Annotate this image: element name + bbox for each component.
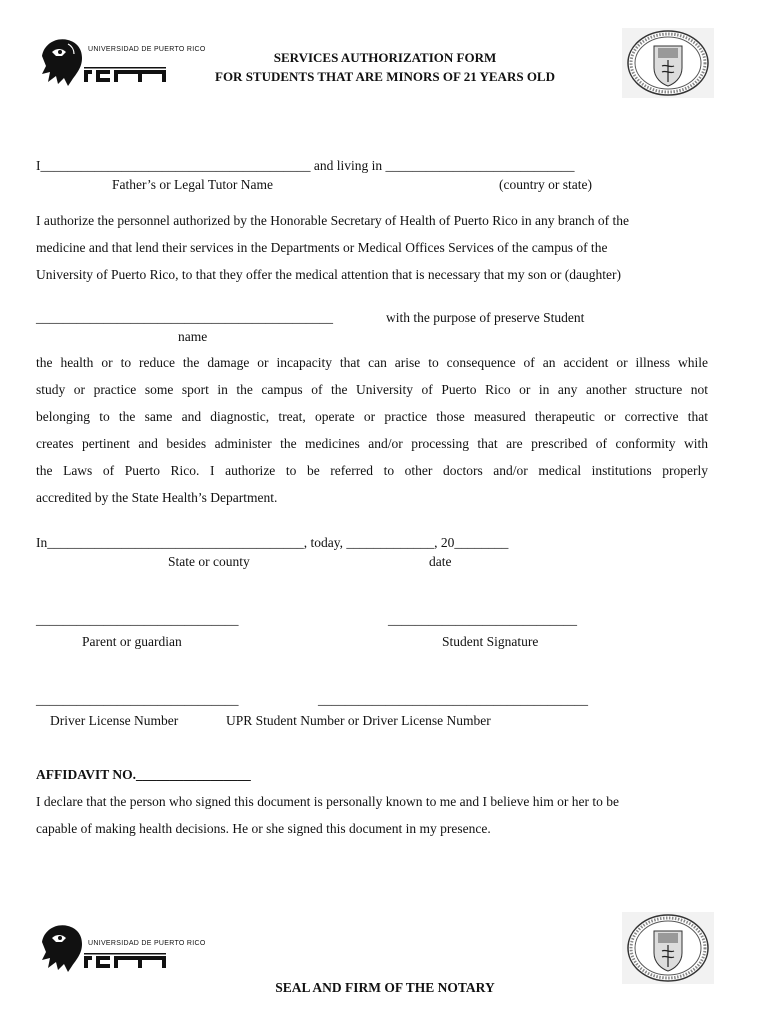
parent-signature-field[interactable]: ______________________________ [36, 612, 239, 627]
form-title: SERVICES AUTHORIZATION FORM [273, 50, 497, 65]
student-name-field[interactable]: ____________________________________________ [36, 310, 333, 325]
state-caption: State or county [168, 554, 250, 569]
university-name: UNIVERSIDAD DE PUERTO RICO [88, 940, 206, 947]
student-name-caption: name [178, 329, 208, 344]
purpose-line: belonging to the same and diagnostic, treat, operate or practice those measured therapeutic or corrective that [36, 409, 708, 424]
purpose-line: the Laws of Puerto Rico. I authorize to be referred to other doctors and/or medical institutions properly [36, 463, 708, 478]
affidavit-line: capable of making health decisions. He or she signed this document in my presence. [36, 821, 491, 836]
guardian-name-field[interactable]: I________________________________________ and living in ____________________________ [36, 158, 575, 173]
date-caption: date [429, 554, 452, 569]
student-signature-field[interactable]: ____________________________ [388, 612, 577, 627]
purpose-line: creates pertinent and besides administer the medicines and/or processing that are prescribed of conformity with [36, 436, 708, 451]
parent-signature-caption: Parent or guardian [82, 634, 182, 649]
driver-license-caption: Driver License Number [50, 713, 179, 728]
panther-logo-icon [38, 920, 170, 974]
purpose-line: study or practice some sport in the campus of the University of Puerto Rico or in any another structure not [36, 382, 708, 397]
university-seal-icon [622, 912, 714, 984]
authorization-paragraph [36, 207, 700, 288]
form-subtitle: FOR STUDENTS THAT ARE MINORS OF 21 YEARS OLD [215, 69, 555, 84]
upr-number-field[interactable]: ________________________________________ [318, 692, 588, 707]
student-purpose-text: with the purpose of preserve Student [386, 310, 585, 325]
university-name: UNIVERSIDAD DE PUERTO RICO [88, 46, 206, 53]
purpose-line: accredited by the State Health’s Department. [36, 490, 278, 505]
authorization-line: I authorize the personnel authorized by the Honorable Secretary of Health of Puerto Rico in any branch of the [36, 213, 630, 228]
driver-license-field[interactable]: ______________________________ [36, 692, 239, 707]
student-signature-caption: Student Signature [442, 634, 539, 649]
guardian-name-caption: Father’s or Legal Tutor Name [112, 177, 273, 192]
notary-seal-caption: SEAL AND FIRM OF THE NOTARY [275, 980, 495, 995]
authorization-line: University of Puerto Rico, to that they offer the medical attention that is necessary that my son or (daughter) [36, 267, 621, 282]
footer-university-seal [622, 912, 714, 984]
affidavit-number-field[interactable]: AFFIDAVIT NO._________________ [36, 767, 251, 782]
footer-university-logo [38, 920, 206, 974]
affidavit-line: I declare that the person who signed this document is personally known to me and I believe him or her to be [36, 794, 619, 809]
upr-number-caption: UPR Student Number or Driver License Number [226, 713, 491, 728]
authorization-line: medicine and that lend their services in the Departments or Medical Offices Services of the campus of the [36, 240, 608, 255]
affidavit-paragraph [36, 788, 716, 842]
country-caption: (country or state) [499, 177, 592, 192]
purpose-line: the health or to reduce the damage or incapacity that can arise to consequence of an accident or illness while [36, 355, 708, 370]
place-date-field[interactable]: In______________________________________, today, _____________, 20________ [36, 535, 509, 550]
purpose-paragraph [36, 349, 708, 511]
